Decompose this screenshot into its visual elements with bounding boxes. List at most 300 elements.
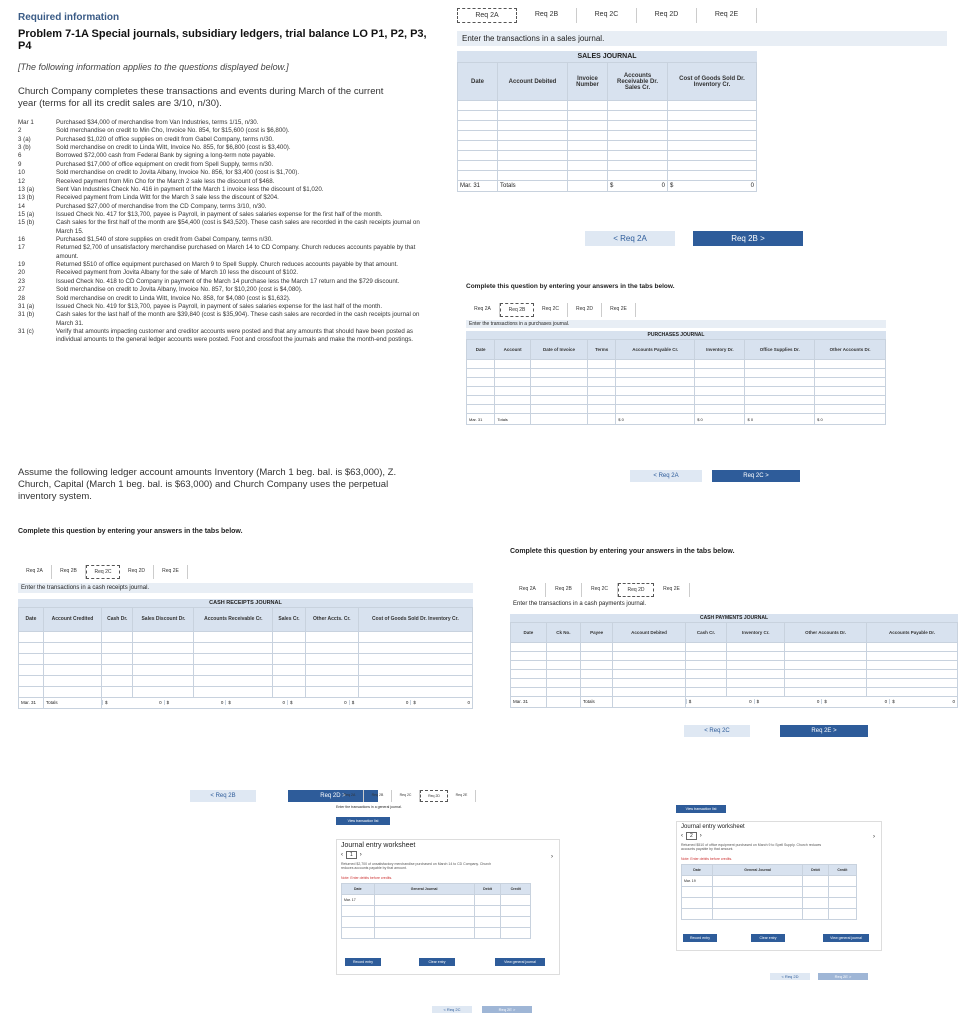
entry-cell[interactable]	[668, 151, 757, 161]
purchases-total-date: Mar. 31	[467, 414, 495, 425]
col-header: Office Supplies Dr.	[745, 340, 815, 360]
entry-cell[interactable]	[546, 651, 580, 660]
entry-cell[interactable]	[568, 131, 608, 141]
clear-entry-button[interactable]: Clear entry	[419, 958, 455, 966]
table-row	[511, 678, 958, 687]
currency: $	[618, 416, 621, 422]
entry-cell[interactable]	[727, 651, 785, 660]
entry-cell[interactable]	[727, 669, 785, 678]
entry-cell[interactable]	[727, 678, 785, 687]
event-date: 31 (c)	[18, 327, 34, 335]
entry-cell[interactable]	[785, 642, 867, 651]
entry-cell[interactable]	[498, 171, 568, 181]
entry-cell[interactable]	[685, 669, 726, 678]
entry-cell[interactable]	[608, 151, 668, 161]
event-text: Purchased $17,000 of office equipment on credit from Spell Supply, terms n/30.	[56, 160, 274, 168]
tab-req-2c[interactable]: Req 2C	[392, 790, 420, 802]
worksheet-pager	[677, 832, 881, 840]
entry-cell[interactable]	[194, 631, 273, 642]
currency: $	[756, 699, 760, 705]
entry-cell[interactable]	[102, 675, 133, 686]
entry-cell[interactable]	[785, 669, 867, 678]
tab-req-2d[interactable]: Req 2D	[120, 565, 154, 579]
view-general-journal-button[interactable]: View general journal	[823, 934, 869, 942]
entry-cell[interactable]	[458, 151, 498, 161]
entry-cell[interactable]	[511, 642, 547, 651]
entry-cell[interactable]	[608, 121, 668, 131]
entry-cell[interactable]	[194, 664, 273, 675]
tab-req-2a[interactable]: Req 2A	[466, 303, 500, 317]
entry-cell[interactable]	[866, 678, 957, 687]
entry-cell[interactable]	[568, 151, 608, 161]
event-row	[18, 211, 433, 219]
entry-cell[interactable]	[745, 360, 815, 369]
entry-cell[interactable]	[133, 675, 194, 686]
entry-cell[interactable]	[511, 669, 547, 678]
event-date: 15 (a)	[18, 210, 35, 218]
entry-cell[interactable]	[745, 396, 815, 405]
table-row	[467, 369, 886, 378]
tab-req-2b[interactable]: Req 2B	[52, 565, 86, 579]
entry-cell[interactable]	[511, 678, 547, 687]
total-value: 0	[952, 699, 955, 705]
sales-journal	[457, 51, 757, 192]
tab-req-2a[interactable]: Req 2A	[18, 565, 52, 579]
entry-cell[interactable]	[568, 111, 608, 121]
entry-cell[interactable]	[530, 360, 587, 369]
prev-req-2c-button[interactable]: < Req 2C	[684, 725, 750, 737]
entry-cell[interactable]	[495, 396, 531, 405]
col-header: Cost of Goods Sold Dr. Inventory Cr.	[358, 607, 472, 631]
entry-cell[interactable]	[495, 405, 531, 414]
entry-cell[interactable]	[358, 642, 472, 653]
entry-cell[interactable]	[695, 387, 745, 396]
next-req-2c-button[interactable]: Req 2C >	[712, 470, 800, 482]
record-entry-button[interactable]: Record entry	[683, 934, 717, 942]
gj1-tabs	[336, 790, 560, 802]
entry-cell[interactable]	[498, 121, 568, 131]
entry-cell[interactable]	[668, 141, 757, 151]
entry-cell[interactable]	[133, 642, 194, 653]
currency: $	[817, 416, 820, 422]
entry-cell[interactable]	[613, 660, 686, 669]
entry-cell[interactable]	[102, 686, 133, 697]
entry-cell[interactable]	[616, 360, 695, 369]
receipts-panel	[18, 528, 473, 799]
entry-cell[interactable]	[568, 121, 608, 131]
event-date: 13 (b)	[18, 194, 35, 202]
entry-cell[interactable]	[273, 664, 306, 675]
entry-cell[interactable]	[608, 111, 668, 121]
entry-cell[interactable]	[866, 642, 957, 651]
entry-cell[interactable]	[530, 387, 587, 396]
entry-cell[interactable]	[495, 360, 531, 369]
col-general-journal: General Journal	[713, 865, 803, 876]
view-general-journal-button[interactable]: View general journal	[495, 958, 545, 966]
entry-cell[interactable]	[273, 631, 306, 642]
entry-cell[interactable]	[608, 171, 668, 181]
entry-cell[interactable]	[608, 101, 668, 111]
entry-cell[interactable]	[43, 631, 101, 642]
entry-cell[interactable]	[19, 664, 44, 675]
entry-cell[interactable]	[19, 675, 44, 686]
entry-cell[interactable]	[133, 686, 194, 697]
entry-cell[interactable]	[616, 378, 695, 387]
entry-cell[interactable]	[467, 378, 495, 387]
entry-cell[interactable]	[581, 642, 613, 651]
entry-cell[interactable]	[695, 369, 745, 378]
entry-cell[interactable]	[458, 171, 498, 181]
entry-cell[interactable]	[458, 161, 498, 171]
event-row	[18, 278, 433, 286]
tab-req-2c[interactable]: Req 2C	[534, 303, 568, 317]
entry-cell[interactable]	[785, 660, 867, 669]
entry-cell[interactable]	[133, 653, 194, 664]
chevron-left-icon[interactable]: ‹	[341, 852, 343, 858]
entry-cell[interactable]	[511, 687, 547, 696]
table-row	[19, 642, 473, 653]
entry-cell[interactable]	[685, 651, 726, 660]
chevron-left-icon[interactable]: ‹	[681, 833, 683, 839]
view-transaction-list-button[interactable]: View transaction list	[336, 817, 390, 825]
entry-cell[interactable]	[511, 651, 547, 660]
tab-req-2c[interactable]: Req 2C	[582, 583, 618, 597]
entry-cell[interactable]	[467, 396, 495, 405]
entry-cell[interactable]	[745, 405, 815, 414]
entry-cell[interactable]	[668, 121, 757, 131]
entry-cell[interactable]	[467, 369, 495, 378]
payments-table	[510, 622, 958, 708]
entry-cell[interactable]	[668, 131, 757, 141]
clear-entry-button[interactable]: Clear entry	[751, 934, 785, 942]
entry-cell[interactable]	[43, 664, 101, 675]
entry-cell[interactable]	[530, 369, 587, 378]
entry-cell[interactable]	[745, 387, 815, 396]
entry-cell[interactable]	[458, 131, 498, 141]
prev-req-2c-button[interactable]: < Req 2C	[432, 1006, 472, 1013]
event-row	[18, 119, 433, 127]
entry-cell[interactable]	[458, 101, 498, 111]
tab-req-2e[interactable]: Req 2E	[697, 8, 757, 23]
sales-ar-total: 0	[661, 183, 665, 189]
entry-cell[interactable]	[581, 651, 613, 660]
entry-cell[interactable]	[43, 686, 101, 697]
entry-cell[interactable]	[616, 387, 695, 396]
entry-cell[interactable]	[815, 405, 886, 414]
entry-cell[interactable]	[745, 369, 815, 378]
entry-cell[interactable]	[498, 151, 568, 161]
chevron-right-icon[interactable]: ›	[873, 834, 875, 840]
entry-cell[interactable]	[695, 378, 745, 387]
entry-cell[interactable]	[581, 660, 613, 669]
chevron-right-icon[interactable]: ›	[359, 852, 362, 858]
entry-cell[interactable]	[727, 687, 785, 696]
entry-cell[interactable]	[305, 642, 358, 653]
event-date: 16	[18, 236, 25, 244]
event-date: Mar 1	[18, 119, 34, 126]
entry-cell[interactable]	[588, 387, 616, 396]
prev-req-2d-button[interactable]: < Req 2D	[770, 973, 810, 980]
entry-cell[interactable]	[608, 161, 668, 171]
entry-cell[interactable]	[305, 653, 358, 664]
total-value: 0	[159, 700, 162, 706]
entry-cell[interactable]	[19, 631, 44, 642]
entry-cell[interactable]	[467, 360, 495, 369]
entry-cell[interactable]	[467, 405, 495, 414]
entry-cell[interactable]	[668, 161, 757, 171]
entry-cell[interactable]	[530, 396, 587, 405]
entry-cell[interactable]	[613, 642, 686, 651]
entry-cell[interactable]	[588, 405, 616, 414]
entry-cell[interactable]	[498, 111, 568, 121]
entry-cell[interactable]	[43, 642, 101, 653]
entry-cell[interactable]	[815, 378, 886, 387]
event-row	[18, 127, 433, 135]
entry-cell[interactable]	[588, 396, 616, 405]
entry-cell[interactable]	[43, 653, 101, 664]
entry-cell[interactable]	[608, 131, 668, 141]
total-value: 0	[467, 700, 471, 706]
entry-cell[interactable]	[581, 669, 613, 678]
entry-cell[interactable]	[568, 101, 608, 111]
entry-cell[interactable]	[495, 387, 531, 396]
tab-req-2d[interactable]: Req 2D	[637, 8, 697, 23]
entry-date[interactable]: Mar. 17	[342, 895, 375, 906]
entry-cell[interactable]	[695, 360, 745, 369]
tab-req-2d[interactable]: Req 2D	[568, 303, 602, 317]
event-date: 17	[18, 244, 25, 252]
entry-cell[interactable]	[305, 686, 358, 697]
tab-req-2d[interactable]: Req 2D	[618, 583, 654, 597]
chevron-right-icon[interactable]: ›	[699, 833, 702, 839]
tab-req-2d[interactable]: Req 2D	[420, 790, 448, 802]
entry-cell[interactable]	[273, 675, 306, 686]
entry-cell[interactable]	[581, 678, 613, 687]
tab-req-2b[interactable]: Req 2B	[364, 790, 392, 802]
tab-req-2a[interactable]: Req 2A	[510, 583, 546, 597]
col-header: Date of Invoice	[530, 340, 587, 360]
entry-cell[interactable]	[785, 687, 867, 696]
entry-cell[interactable]	[613, 678, 686, 687]
purchases-journal-title: PURCHASES JOURNAL	[466, 331, 886, 339]
col-header: Account Debited	[613, 622, 686, 642]
entry-cell[interactable]	[194, 653, 273, 664]
tab-req-2e[interactable]: Req 2E	[654, 583, 690, 597]
entry-cell[interactable]	[194, 642, 273, 653]
entry-cell[interactable]	[358, 653, 472, 664]
col-header: Sales Discount Dr.	[133, 607, 194, 631]
entry-cell[interactable]	[546, 669, 580, 678]
tab-req-2b[interactable]: Req 2B	[517, 8, 577, 23]
entry-cell[interactable]	[695, 396, 745, 405]
entry-cell[interactable]	[866, 651, 957, 660]
entry-cell[interactable]	[498, 101, 568, 111]
entry-cell[interactable]	[727, 660, 785, 669]
tab-req-2c[interactable]: Req 2C	[577, 8, 637, 23]
entry-cell[interactable]	[588, 360, 616, 369]
entry-cell[interactable]	[43, 675, 101, 686]
event-text: Sold merchandise on credit to Jovita Albany, Invoice No. 857, for $10,200 (cost is $4,080).	[56, 286, 303, 294]
entry-cell[interactable]	[273, 686, 306, 697]
entry-cell[interactable]	[530, 378, 587, 387]
entry-cell[interactable]	[102, 631, 133, 642]
purchases-tabs	[466, 303, 886, 317]
transaction-description: Returned $510 of office equipment purchased on March 9 to Spell Supply. Church reduces accounts payable by that amount.	[681, 843, 822, 851]
entry-cell[interactable]	[685, 687, 726, 696]
entry-cell[interactable]	[685, 660, 726, 669]
entry-cell[interactable]	[458, 121, 498, 131]
entry-cell[interactable]	[588, 369, 616, 378]
entry-cell[interactable]	[581, 687, 613, 696]
problem-title: Problem 7-1A Special journals, subsidiary ledgers, trial balance LO P1, P2, P3, P4	[18, 28, 427, 52]
tab-req-2e[interactable]: Req 2E	[448, 790, 476, 802]
tab-req-2b[interactable]: Req 2B	[500, 303, 534, 317]
table-row	[511, 669, 958, 678]
entry-cell[interactable]	[530, 405, 587, 414]
entry-cell[interactable]	[613, 651, 686, 660]
view-transaction-list-button[interactable]: View transaction list	[676, 805, 726, 813]
event-row	[18, 152, 433, 160]
currency: $	[166, 700, 170, 706]
next-req-2d-button[interactable]: Req 2D >	[288, 790, 378, 802]
entry-cell[interactable]	[358, 664, 472, 675]
entry-cell[interactable]	[467, 387, 495, 396]
entry-cell[interactable]	[668, 111, 757, 121]
entry-cell[interactable]	[616, 405, 695, 414]
entry-cell[interactable]	[458, 141, 498, 151]
entry-cell[interactable]	[727, 642, 785, 651]
sales-total-label: Totals	[498, 181, 568, 192]
totals-strip	[102, 700, 472, 705]
tab-req-2a[interactable]: Req 2A	[457, 8, 517, 23]
entry-cell[interactable]	[815, 387, 886, 396]
table-row	[19, 686, 473, 697]
entry-cell[interactable]	[358, 686, 472, 697]
entry-cell[interactable]	[305, 675, 358, 686]
tab-req-2b[interactable]: Req 2B	[546, 583, 582, 597]
entry-cell[interactable]	[546, 660, 580, 669]
entry-cell[interactable]	[613, 687, 686, 696]
entry-cell[interactable]	[745, 378, 815, 387]
tab-req-2a[interactable]: Req 2A	[336, 790, 364, 802]
entry-cell[interactable]	[785, 651, 867, 660]
entry-cell[interactable]	[511, 660, 547, 669]
entry-cell[interactable]	[815, 360, 886, 369]
record-entry-button[interactable]: Record entry	[345, 958, 381, 966]
next-req-2e-button[interactable]: Req 2E >	[482, 1006, 532, 1013]
entry-cell[interactable]	[194, 675, 273, 686]
entry-cell[interactable]	[19, 686, 44, 697]
entry-cell[interactable]	[685, 642, 726, 651]
complete-text: Complete this question by entering your answers in the tabs below.	[18, 528, 243, 535]
next-req-2b-button[interactable]: Req 2B >	[693, 231, 803, 246]
entry-cell[interactable]	[305, 664, 358, 675]
entry-cell[interactable]	[133, 664, 194, 675]
col-header: Cash Cr.	[685, 622, 726, 642]
entry-cell[interactable]	[498, 161, 568, 171]
entry-cell[interactable]	[102, 664, 133, 675]
entry-cell[interactable]	[785, 678, 867, 687]
general-journal-panel-1	[336, 790, 560, 1012]
tab-req-2e[interactable]: Req 2E	[154, 565, 188, 579]
entry-cell[interactable]	[495, 369, 531, 378]
chevron-right-icon[interactable]: ›	[551, 854, 553, 860]
entry-cell[interactable]	[546, 642, 580, 651]
page-number[interactable]: 2	[686, 832, 697, 840]
event-date: 20	[18, 269, 25, 277]
next-req-2e-button[interactable]: Req 2E >	[780, 725, 868, 737]
entry-cell[interactable]	[133, 631, 194, 642]
entry-date[interactable]: Mar. 19	[682, 876, 713, 887]
entry-cell[interactable]	[668, 101, 757, 111]
entry-cell[interactable]	[608, 141, 668, 151]
table-row	[458, 121, 757, 131]
prev-req-2a-button[interactable]: < Req 2A	[630, 470, 702, 482]
entry-cell[interactable]	[616, 396, 695, 405]
total-cell	[889, 699, 957, 704]
entry-cell[interactable]	[866, 687, 957, 696]
entry-cell[interactable]	[273, 653, 306, 664]
payments-journal-title: CASH PAYMENTS JOURNAL	[510, 614, 958, 622]
entry-cell[interactable]	[568, 161, 608, 171]
event-row	[18, 144, 433, 152]
entry-cell[interactable]	[102, 642, 133, 653]
entry-cell[interactable]	[194, 686, 273, 697]
event-row	[18, 161, 433, 169]
entry-cell[interactable]	[616, 369, 695, 378]
entry-cell[interactable]	[588, 378, 616, 387]
entry-cell[interactable]	[358, 631, 472, 642]
event-text: Sold merchandise on credit to Min Cho, Invoice No. 854, for $15,600 (cost is $6,800).	[56, 127, 290, 135]
entry-cell[interactable]	[866, 660, 957, 669]
total-cell	[164, 700, 226, 705]
entry-cell[interactable]	[273, 642, 306, 653]
tab-req-2c[interactable]: Req 2C	[86, 565, 120, 579]
entry-cell[interactable]	[305, 631, 358, 642]
entry-cell[interactable]	[19, 642, 44, 653]
next-req-2e-button[interactable]: Req 2E >	[818, 973, 868, 980]
col-header: Other Accounts Dr.	[785, 622, 867, 642]
worksheet-title: Journal entry worksheet	[681, 824, 745, 830]
entry-cell[interactable]	[19, 653, 44, 664]
entry-cell[interactable]	[358, 675, 472, 686]
entry-cell[interactable]	[866, 669, 957, 678]
prev-req-2b-button[interactable]: < Req 2B	[190, 790, 256, 802]
entry-cell[interactable]	[498, 131, 568, 141]
entry-cell[interactable]	[695, 405, 745, 414]
entry-cell[interactable]	[495, 378, 531, 387]
col-header: Terms	[588, 340, 616, 360]
entry-cell[interactable]	[546, 678, 580, 687]
prev-req-2a-button[interactable]: < Req 2A	[585, 231, 675, 246]
sales-instruction: Enter the transactions in a sales journal.	[457, 31, 947, 46]
entry-cell[interactable]	[815, 396, 886, 405]
entry-cell[interactable]	[685, 678, 726, 687]
event-row	[18, 186, 433, 194]
entry-cell[interactable]	[568, 171, 608, 181]
tab-req-2e[interactable]: Req 2E	[602, 303, 636, 317]
entry-cell[interactable]	[668, 171, 757, 181]
entry-cell[interactable]	[102, 653, 133, 664]
entry-cell[interactable]	[546, 687, 580, 696]
entry-cell[interactable]	[568, 141, 608, 151]
entry-cell[interactable]	[613, 669, 686, 678]
page-number[interactable]: 1	[346, 851, 357, 859]
entry-cell[interactable]	[458, 111, 498, 121]
event-text: Received payment from Jovita Albany for the sale of March 10 less the discount of $102.	[56, 269, 299, 277]
entry-cell[interactable]	[815, 369, 886, 378]
entry-cell[interactable]	[498, 141, 568, 151]
